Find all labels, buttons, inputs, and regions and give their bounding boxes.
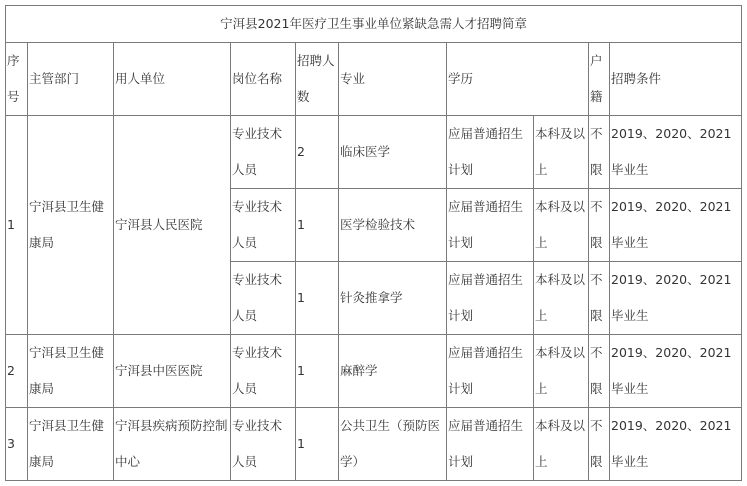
cell-conditions: 2019、2020、2021毕业生 [610, 262, 742, 335]
title-row [6, 6, 742, 43]
cell-unit: 宁洱县疾病预防控制中心 [114, 408, 231, 481]
table-row [6, 408, 742, 481]
cell-edu-type: 应届普通招生计划 [447, 335, 534, 408]
table-title: 宁洱县2021年医疗卫生事业单位紧缺急需人才招聘简章 [6, 6, 742, 43]
cell-hukou: 不限 [589, 335, 610, 408]
recruitment-table-wrapper [5, 5, 742, 481]
cell-edu-type: 应届普通招生计划 [447, 408, 534, 481]
cell-hukou: 不限 [589, 262, 610, 335]
cell-edu-level: 本科及以上 [534, 335, 589, 408]
header-no: 序号 [6, 43, 28, 116]
header-conditions: 招聘条件 [610, 43, 742, 116]
cell-count: 2 [296, 116, 339, 189]
cell-post: 专业技术人员 [231, 116, 296, 189]
cell-major: 临床医学 [339, 116, 447, 189]
cell-hukou: 不限 [589, 189, 610, 262]
cell-edu-type: 应届普通招生计划 [447, 262, 534, 335]
cell-unit: 宁洱县中医医院 [114, 335, 231, 408]
cell-post: 专业技术人员 [231, 262, 296, 335]
cell-conditions: 2019、2020、2021毕业生 [610, 335, 742, 408]
cell-major: 医学检验技术 [339, 189, 447, 262]
cell-dept: 宁洱县卫生健康局 [28, 335, 114, 408]
recruitment-table [5, 5, 742, 481]
cell-no: 3 [6, 408, 28, 481]
cell-count: 1 [296, 262, 339, 335]
header-education: 学历 [447, 43, 589, 116]
header-major: 专业 [339, 43, 447, 116]
header-hukou: 户籍 [589, 43, 610, 116]
table-row [6, 116, 742, 189]
cell-conditions: 2019、2020、2021毕业生 [610, 116, 742, 189]
cell-post: 专业技术人员 [231, 335, 296, 408]
cell-edu-type: 应届普通招生计划 [447, 116, 534, 189]
cell-conditions: 2019、2020、2021毕业生 [610, 408, 742, 481]
cell-post: 专业技术人员 [231, 189, 296, 262]
cell-major: 针灸推拿学 [339, 262, 447, 335]
cell-unit: 宁洱县人民医院 [114, 116, 231, 335]
cell-no: 1 [6, 116, 28, 335]
cell-count: 1 [296, 189, 339, 262]
cell-major: 公共卫生（预防医学） [339, 408, 447, 481]
cell-conditions: 2019、2020、2021毕业生 [610, 189, 742, 262]
cell-edu-level: 本科及以上 [534, 189, 589, 262]
cell-no: 2 [6, 335, 28, 408]
cell-hukou: 不限 [589, 116, 610, 189]
header-row [6, 43, 742, 116]
cell-count: 1 [296, 408, 339, 481]
cell-edu-type: 应届普通招生计划 [447, 189, 534, 262]
cell-edu-level: 本科及以上 [534, 408, 589, 481]
cell-major: 麻醉学 [339, 335, 447, 408]
header-unit: 用人单位 [114, 43, 231, 116]
table-row [6, 335, 742, 408]
header-post: 岗位名称 [231, 43, 296, 116]
cell-hukou: 不限 [589, 408, 610, 481]
cell-count: 1 [296, 335, 339, 408]
cell-edu-level: 本科及以上 [534, 262, 589, 335]
cell-dept: 宁洱县卫生健康局 [28, 116, 114, 335]
header-count: 招聘人数 [296, 43, 339, 116]
cell-edu-level: 本科及以上 [534, 116, 589, 189]
cell-dept: 宁洱县卫生健康局 [28, 408, 114, 481]
header-dept: 主管部门 [28, 43, 114, 116]
cell-post: 专业技术人员 [231, 408, 296, 481]
